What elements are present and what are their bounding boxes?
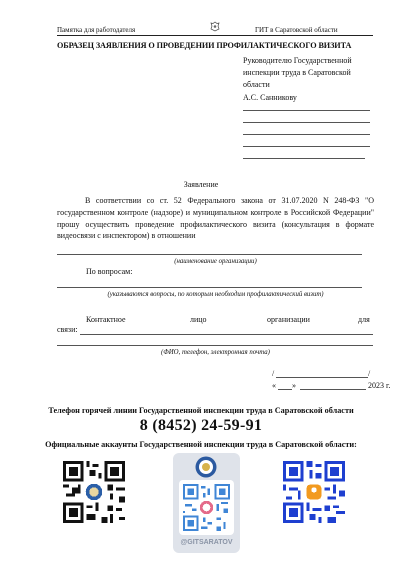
sender-line: [243, 134, 370, 135]
contact-label-word: организации: [267, 315, 310, 324]
inspection-logo-icon: [195, 456, 217, 478]
sender-line: [243, 158, 365, 159]
statement-heading: Заявление: [183, 180, 219, 189]
organization-caption: (наименование организации): [174, 258, 257, 265]
emblem-icon: [210, 21, 220, 32]
telegram-handle: @GITSARATOV: [180, 539, 233, 546]
contact-field[interactable]: [80, 334, 373, 335]
date-month-field[interactable]: [300, 389, 366, 390]
contact-field[interactable]: [57, 345, 373, 346]
date-day-field[interactable]: [278, 389, 292, 390]
telegram-qr-frame: [179, 480, 234, 535]
sender-line: [243, 146, 370, 147]
qr-code-vk[interactable]: [63, 461, 125, 523]
header-divider: [57, 35, 373, 36]
date-year: 2023 г.: [368, 381, 391, 390]
questions-label: По вопросам:: [86, 267, 133, 276]
addressee-line: инспекции труда в Саратовской: [243, 68, 351, 78]
organization-field[interactable]: [57, 254, 362, 255]
header-left-text: Памятка для работодателя: [57, 26, 136, 34]
statement-paragraph: [57, 195, 374, 242]
contact-caption: (ФИО, телефон, электронная почта): [161, 349, 270, 356]
date-close-quote: »: [292, 381, 296, 390]
questions-caption: (указываются вопросы, по которым необходим профилактический визит): [107, 291, 324, 298]
qr-code-ok[interactable]: [283, 461, 345, 523]
hotline-number: 8 (8452) 24-59-91: [139, 417, 263, 434]
addressee-line: А.С. Санникову: [243, 92, 297, 102]
document-title: ОБРАЗЕЦ ЗАЯВЛЕНИЯ О ПРОВЕДЕНИИ ПРОФИЛАКТИЧЕСКОГО ВИЗИТА: [57, 41, 352, 50]
contact-label-word: для: [358, 315, 370, 324]
signature-field[interactable]: [276, 377, 368, 378]
telegram-card[interactable]: [173, 453, 240, 553]
addressee-line: области: [243, 80, 270, 90]
sender-line: [243, 122, 370, 123]
date-open-quote: «: [272, 381, 276, 390]
signature-slash: /: [272, 369, 275, 378]
accounts-title: Официальные аккаунты Государственной инспекции труда в Саратовской области:: [45, 440, 357, 449]
contact-label-word: лицо: [190, 315, 207, 324]
addressee-line: Руководителю Государственной: [243, 56, 352, 65]
statement-text: В соответствии со ст. 52 Федерального закона от 31.07.2020 N 248-ФЗ "О государственном контроле (надзоре) и муниципальном контроле в Российской Федерации" прошу осуществить проведение профилактического визита (консультация в формате видеосвязи с инспектором) в отношении: [57, 196, 374, 241]
contact-label-word: связи:: [57, 325, 78, 334]
header-right-text: ГИТ в Саратовской области: [255, 26, 338, 34]
hotline-title: Телефон горячей линии Государственной инспекции труда в Саратовской области: [48, 406, 354, 415]
addressee-block: [243, 55, 375, 104]
sender-line: [243, 110, 370, 111]
qr-code-telegram[interactable]: [183, 484, 230, 531]
questions-field[interactable]: [57, 287, 362, 288]
contact-label-word: Контактное: [86, 315, 126, 324]
signature-slash: /: [368, 369, 371, 378]
